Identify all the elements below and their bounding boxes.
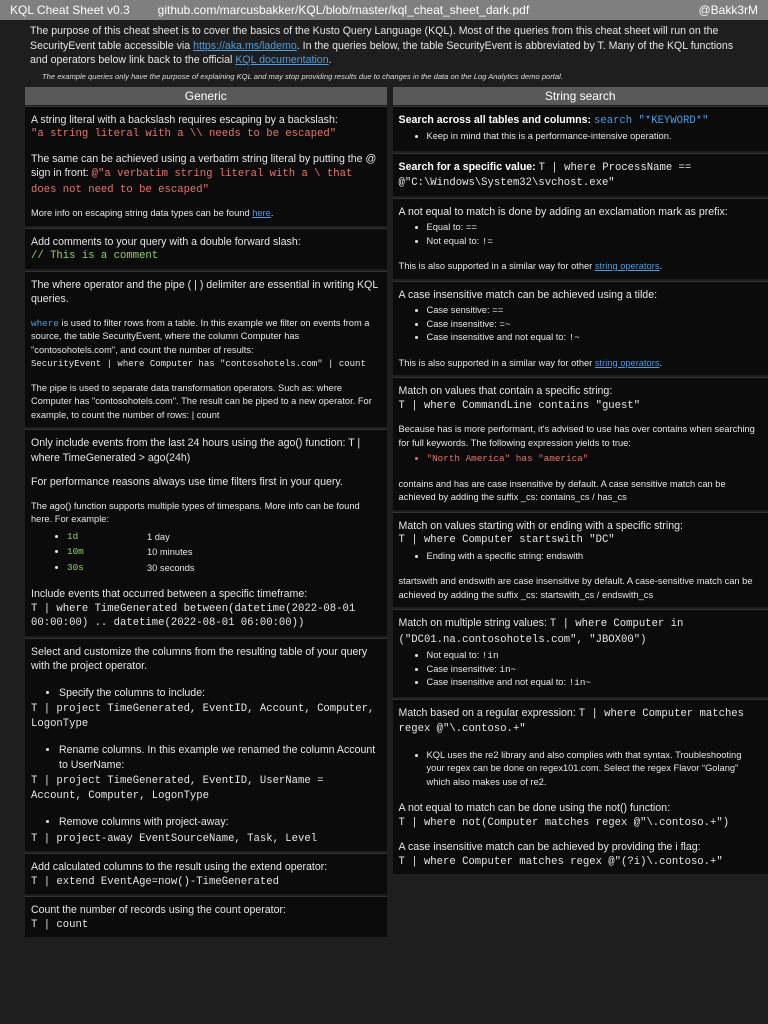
remove-code: T | project-away EventSourceName, Task, Level xyxy=(31,832,318,845)
intro-text-1: The purpose of this cheat sheet is to cover the basics of the Kusto Query Language (KQL). Most of the queries from this cheat sheet will run on the SecurityEvent table accessible via xyxy=(30,25,719,52)
case-label: Case insensitive: xyxy=(426,318,497,329)
escaping-more-text: More info on escaping string data types can be found xyxy=(31,208,250,218)
kql-docs-link[interactable]: KQL documentation xyxy=(235,54,329,66)
rename-list xyxy=(31,743,381,772)
list-item: • Specify the columns to include: xyxy=(59,686,381,701)
list-item xyxy=(67,529,381,545)
timeframe-code: T | where TimeGenerated between(datetime(2022-08-01 00:00:00) .. datetime(2022-08-01 06:00:00)) xyxy=(31,602,356,629)
regex-section xyxy=(393,699,768,875)
extend-line: Add calculated columns to the result using the extend operator: xyxy=(31,861,328,873)
startswith-code: T | where Computer startswith "DC" xyxy=(398,534,615,546)
has-list xyxy=(399,452,762,466)
list-item xyxy=(427,331,762,345)
case-list xyxy=(399,304,762,345)
list-item xyxy=(427,676,762,690)
case-regex-line: A case insensitive match can be achieved by providing the i flag: xyxy=(398,841,701,853)
eq-list xyxy=(399,221,762,248)
contains-section xyxy=(393,377,768,510)
generic-heading: Generic xyxy=(25,87,387,105)
header-title: KQL Cheat Sheet v0.3 xyxy=(10,3,130,17)
not-regex-code: T | where not(Computer matches regex @"\.contoso.+") xyxy=(398,816,730,829)
eq-code: != xyxy=(481,235,493,247)
not-regex-line: A not equal to match can be done using the not() function: xyxy=(398,802,671,814)
startswith-section xyxy=(393,512,768,608)
disclaimer: The example queries only have the purpose of explaining KQL and may stop providing results due to changes in the data on the Log Analytics demo portal. xyxy=(42,71,563,81)
list-item: • "North America" has "america" xyxy=(427,452,762,466)
in-code: !in~ xyxy=(568,677,591,688)
not-equal-line: A not equal to match is done by adding an exclamation mark as prefix: xyxy=(398,205,728,218)
search-all-list xyxy=(399,130,762,144)
has-desc: Because has is more performant, it's advised to use has over contains when searching for full keywords. The following expression yields to true: xyxy=(398,424,755,448)
search-all-row xyxy=(399,113,762,129)
case-label: Case sensitive: xyxy=(426,305,490,315)
also-supported-text: This is also supported in a similar way for other xyxy=(398,261,593,271)
search-all-code: search "*KEYWORD*" xyxy=(594,114,709,127)
verbatim-code: @"a verbatim string literal with a \ that does not need to be escaped" xyxy=(31,168,353,196)
regex-list xyxy=(399,749,762,790)
project-line: Select and customize the columns from the resulting table of your query with the project operator. xyxy=(31,645,368,672)
comments-line: Add comments to your query with a double forward slash: xyxy=(31,235,301,248)
list-item xyxy=(427,663,762,677)
columns xyxy=(0,87,768,940)
string-operators-link[interactable]: string operators xyxy=(594,357,660,368)
also-supported-text: This is also supported in a similar way for other xyxy=(398,357,593,368)
where-desc: where is used to filter rows from a table. In this example we filter on events from a source, the table SecurityEvent, where the column Computer has "contosohotels.com", and count the number of results: xyxy=(31,317,370,355)
intro-text-3: . xyxy=(328,54,332,66)
extend-code: T | extend EventAge=now()-TimeGenerated xyxy=(31,875,279,888)
escaping-here-link[interactable]: here xyxy=(252,208,271,218)
count-section xyxy=(25,896,387,937)
multiple-code: T | where Computer in ("DC01.na.contosohotels.com", "JBOX00") xyxy=(398,618,684,646)
timespan-list xyxy=(39,529,381,576)
search-all-line: Search across all tables and columns: xyxy=(398,113,592,126)
escaping-line: A string literal with a backslash requires escaping by a backslash: xyxy=(31,113,338,126)
also-supported-2: This is also supported in a similar way for other string operators. xyxy=(398,357,663,368)
time-section xyxy=(25,429,387,636)
list-item: • Keep in mind that this is a performance-intensive operation. xyxy=(427,130,762,144)
timeframe-line: Include events that occurred between a specific timeframe: xyxy=(31,588,308,600)
startswith-line: Match on values starting with or ending with a specific string: xyxy=(398,519,683,532)
endswith-list xyxy=(399,550,762,564)
count-code: T | count xyxy=(31,918,89,931)
specific-value-code: T | where ProcessName == @"C:\Windows\System32\svchost.exe" xyxy=(398,161,692,189)
specific-value-section xyxy=(393,153,768,196)
comments-section xyxy=(25,228,387,269)
where-line: The where operator and the pipe ( | ) delimiter are essential in writing KQL queries. xyxy=(31,278,378,305)
case-code: =~ xyxy=(499,318,511,330)
not-equal-section xyxy=(393,198,768,279)
contains-case: contains and has are case insensitive by default. A case sensitive match can be achieved by adding the suffix _cs: contains_cs / has_cs xyxy=(398,478,726,502)
multiple-row xyxy=(399,616,762,647)
header-url[interactable]: github.com/marcusbakker/KQL/blob/master/kql_cheat_sheet_dark.pdf xyxy=(157,3,530,17)
perf-line: For performance reasons always use time filters first in your query. xyxy=(31,476,343,488)
verbatim-line xyxy=(31,152,381,198)
in-list xyxy=(399,649,762,690)
escaping-section xyxy=(25,106,387,226)
timespan-label: 30 seconds xyxy=(147,562,195,573)
case-label: Case insensitive and not equal to: xyxy=(426,332,567,342)
page-header xyxy=(0,0,768,20)
escaping-more: More info on escaping string data types can be found here. xyxy=(31,208,274,218)
header-handle[interactable]: @Bakk3rM xyxy=(698,3,758,17)
multiple-section xyxy=(393,609,768,697)
extend-section xyxy=(25,853,387,894)
intro-text-2: . In the queries below, the table SecurityEvent is abbreviated by T. Many of the KQL functions and operators below link back to the official xyxy=(30,39,734,66)
in-label: Case insensitive: xyxy=(426,663,497,674)
list-item xyxy=(427,304,762,318)
list-item xyxy=(67,560,381,576)
in-label: Not equal to: xyxy=(426,650,480,660)
in-label: Case insensitive and not equal to: xyxy=(426,677,567,687)
list-item: • Ending with a specific string: endswith xyxy=(427,550,762,564)
case-regex-code: T | where Computer matches regex @"(?i)\.contoso.+" xyxy=(398,855,723,868)
eq-label: Equal to: xyxy=(426,222,464,232)
list-item xyxy=(427,649,762,663)
contains-code: T | where CommandLine contains "guest" xyxy=(398,399,641,412)
case-code: == xyxy=(492,305,504,316)
list-item xyxy=(427,318,762,332)
lademo-link[interactable]: https://aka.ms/lademo xyxy=(193,39,297,52)
project-list xyxy=(31,686,381,701)
where-section xyxy=(25,271,387,428)
timespan-code: • 10m xyxy=(67,546,84,557)
comments-code: // This is a comment xyxy=(31,250,159,262)
list-item xyxy=(67,544,381,560)
eq-label: Not equal to: xyxy=(426,235,480,246)
count-line: Count the number of records using the count operator: xyxy=(31,904,286,916)
timespan-code: • 1d xyxy=(67,530,79,542)
escaping-code: "a string literal with a \\ needs to be escaped" xyxy=(31,128,337,140)
multiple-line: Match on multiple string values: xyxy=(398,617,547,629)
in-code: !in xyxy=(481,650,499,661)
timespan-code: • 30s xyxy=(67,561,84,573)
where-desc-text: is used to filter rows from a table. In this example we filter on events from a source, the table SecurityEvent, where the column Computer has "contosohotels.com", and count the number of results: xyxy=(31,317,370,355)
last24-line: Only include events from the last 24 hours using the ago() function: T | where TimeGenerated > ago(24h) xyxy=(31,437,361,464)
generic-column xyxy=(25,87,387,940)
list-item: • Remove columns with project-away: xyxy=(59,815,381,830)
list-item xyxy=(427,235,762,249)
project-include-code: T | project TimeGenerated, EventID, Account, Computer, LogonType xyxy=(31,703,375,730)
in-code: in~ xyxy=(499,663,517,675)
string-search-column xyxy=(393,87,768,940)
startswith-case: startswith and endswith are case insensitive by default. A case-sensitive match can be achieved by adding the suffix _cs: startswith_cs / endswith_cs xyxy=(398,576,753,600)
case-insensitive-section xyxy=(393,281,768,376)
regex-code: T | where Computer matches regex @"\.contoso.+" xyxy=(398,707,745,735)
string-search-heading: String search xyxy=(393,87,768,105)
contains-line: Match on values that contain a specific string: xyxy=(398,385,613,397)
case-insensitive-line: A case insensitive match can be achieved using a tilde: xyxy=(398,288,658,301)
eq-code: == xyxy=(465,222,477,233)
project-section xyxy=(25,638,387,852)
rename-code: T | project TimeGenerated, EventID, UserName = Account, Computer, LogonType xyxy=(31,775,324,802)
list-item: • KQL uses the re2 library and also complies with that syntax. Troubleshooting your regex can be done on regex101.com. Select the regex Flavor “Golang” which also makes use of re2. xyxy=(427,749,762,790)
list-item xyxy=(427,221,762,235)
where-code: SecurityEvent | where Computer has "contosohotels.com" | count xyxy=(31,359,366,369)
specific-value-line: Search for a specific value: xyxy=(398,160,536,173)
also-supported: This is also supported in a similar way for other string operators. xyxy=(398,261,663,271)
timespan-label: 10 minutes xyxy=(147,547,193,557)
specific-value-row xyxy=(399,160,762,191)
pipe-desc: The pipe is used to separate data transformation operators. Such as: where Computer has "contosohotels.com". The result can be piped to a new operator. For example, to count the number of rows: | count xyxy=(31,382,372,420)
timespan-label: 1 day xyxy=(147,531,170,542)
remove-list xyxy=(31,815,381,830)
intro-paragraph xyxy=(0,20,768,68)
regex-row xyxy=(399,706,762,737)
verbatim-text: The same can be achieved using a verbatim string literal by putting the @ sign in front: xyxy=(31,152,377,179)
regex-line: Match based on a regular expression: xyxy=(398,706,576,719)
list-item: • Rename columns. In this example we renamed the column Account to UserName: xyxy=(59,743,381,772)
string-operators-link[interactable]: string operators xyxy=(594,261,660,271)
case-code: !~ xyxy=(568,332,580,343)
search-all-section xyxy=(393,106,768,151)
ago-desc: The ago() function supports multiple types of timespans. More info can be found here. For example: xyxy=(31,500,360,524)
